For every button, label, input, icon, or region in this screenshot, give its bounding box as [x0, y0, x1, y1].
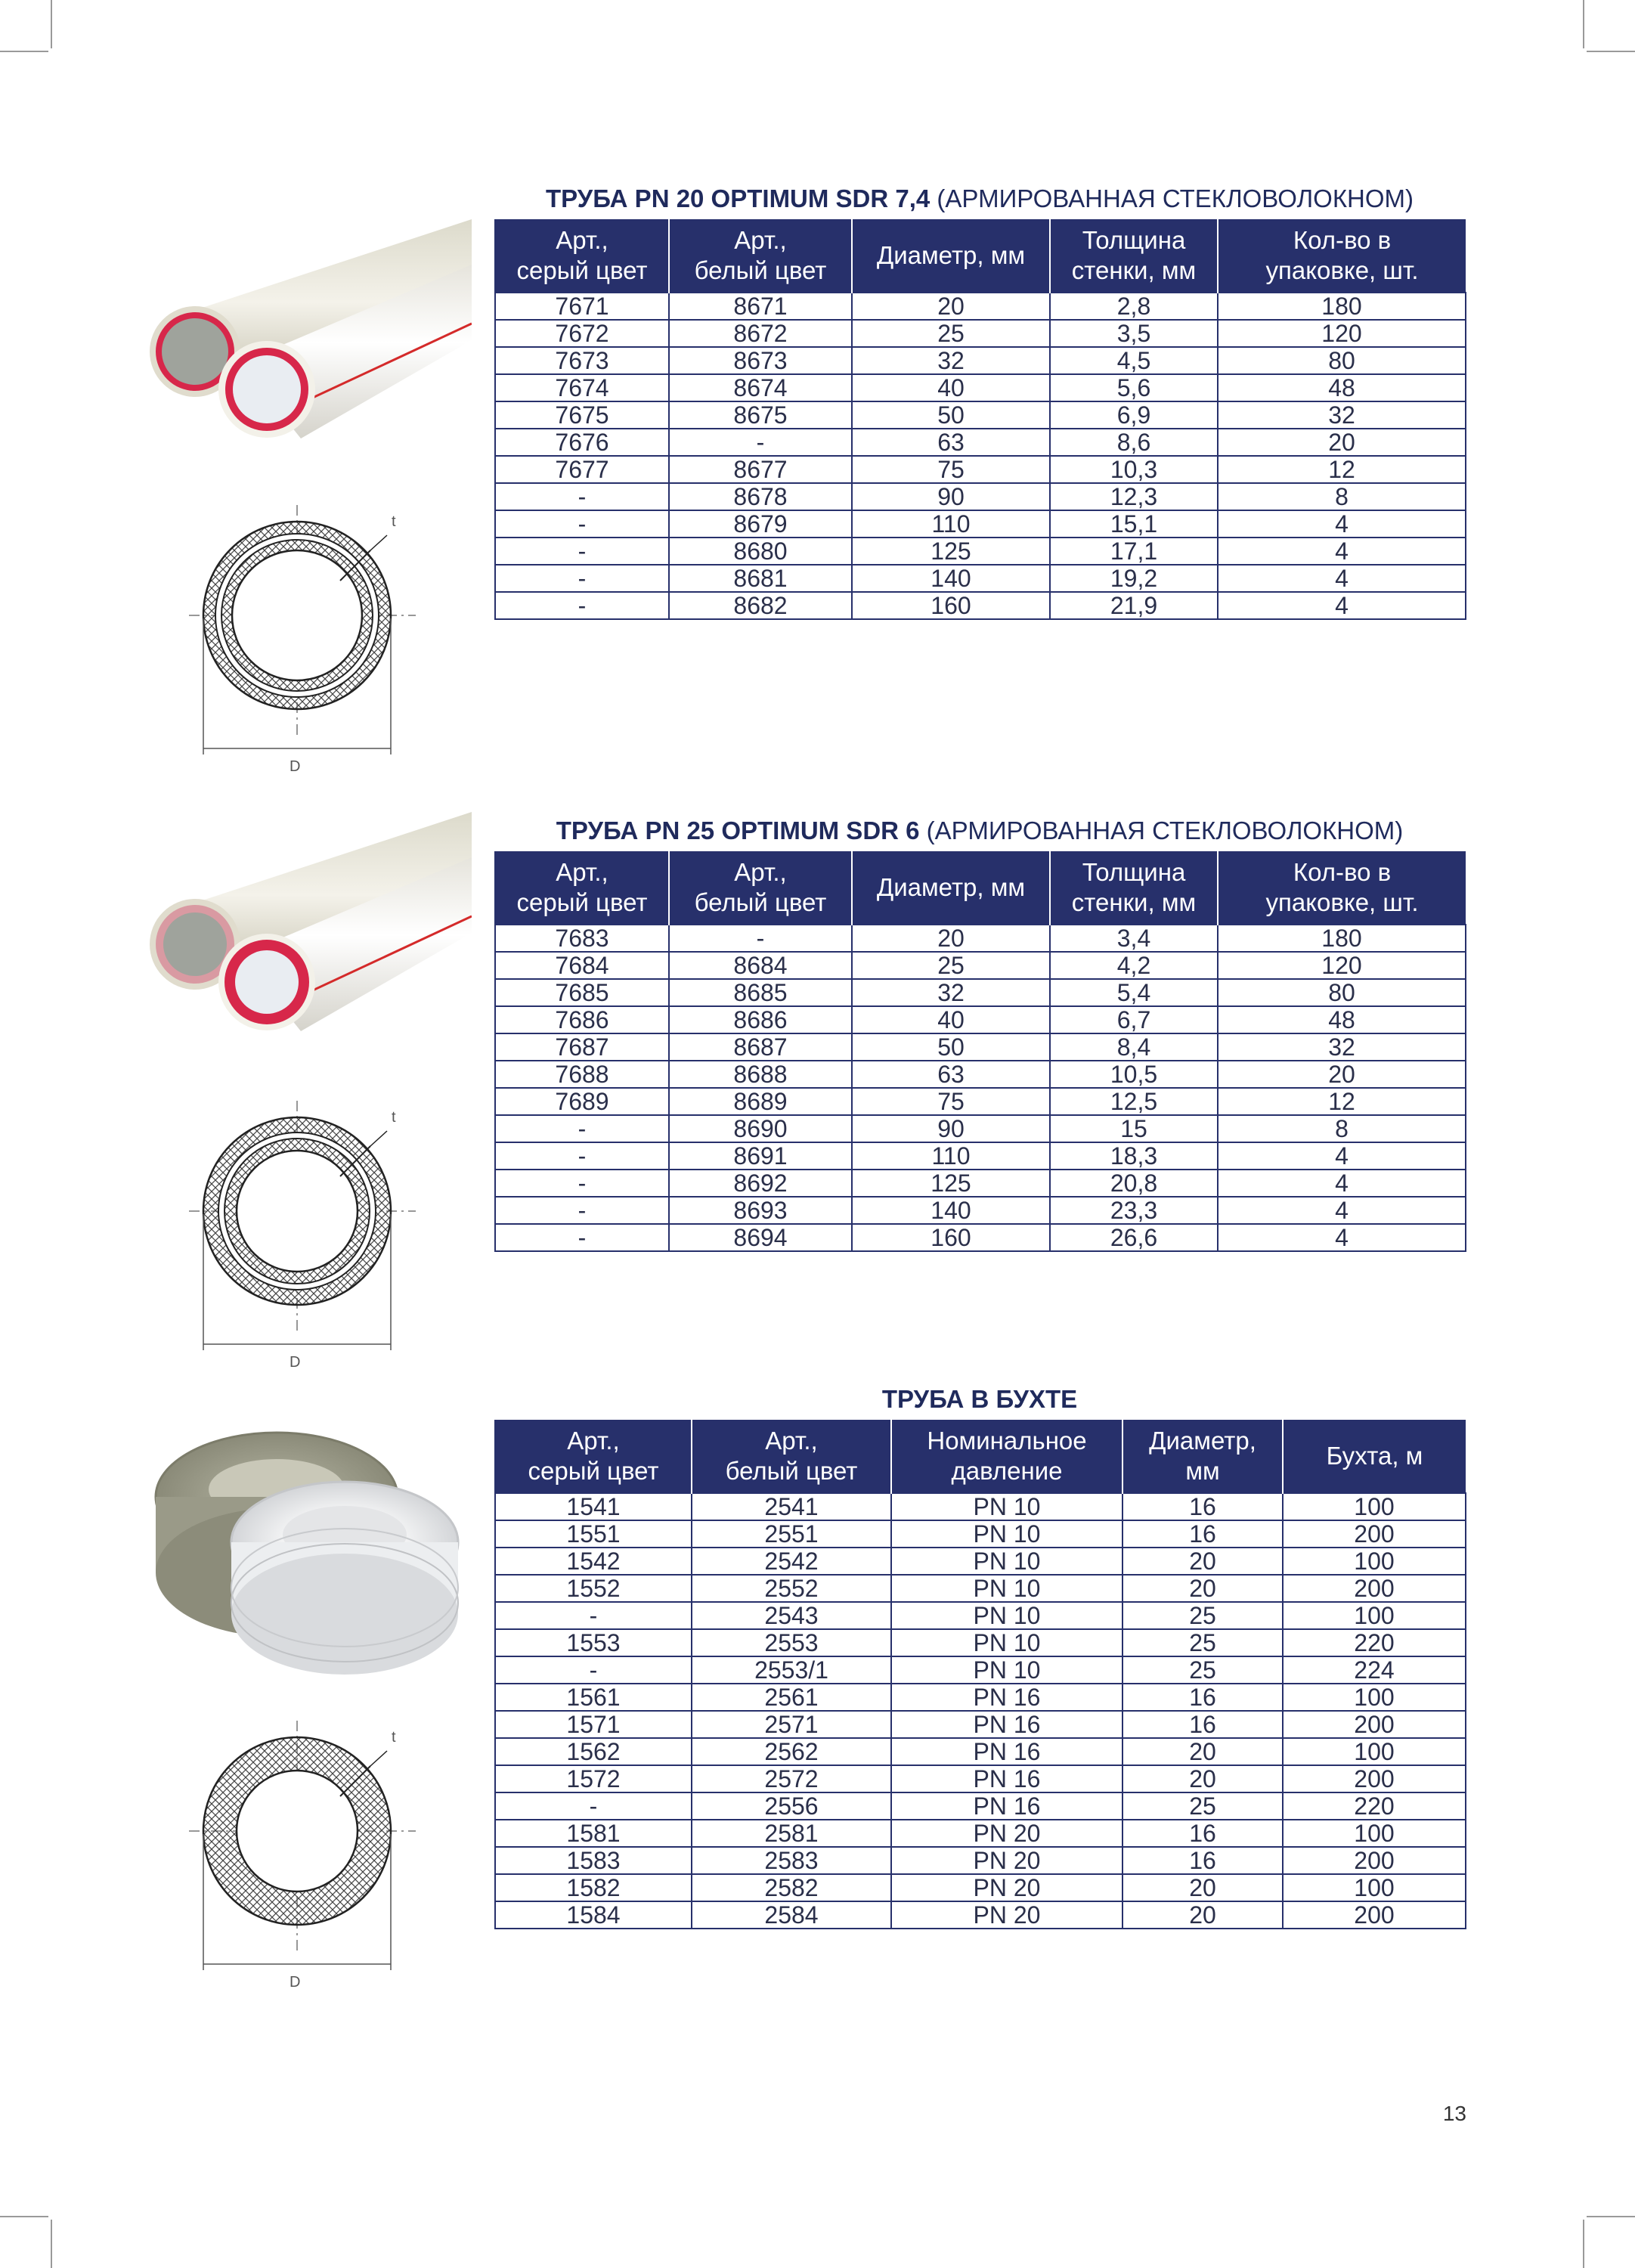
table-cell: 8694	[669, 1224, 852, 1251]
table-cell: 20	[1218, 1061, 1466, 1088]
table-cell: 1552	[495, 1575, 692, 1602]
table-cell: 7672	[495, 320, 669, 347]
table-cell: 8692	[669, 1170, 852, 1197]
table-cell: 26,6	[1050, 1224, 1218, 1251]
table-cell: 20	[852, 293, 1050, 320]
table-cell: 40	[852, 374, 1050, 401]
table-cell: 2572	[692, 1765, 891, 1792]
table-cell: 1582	[495, 1874, 692, 1901]
table-cell: 220	[1283, 1792, 1466, 1820]
table-row	[495, 538, 1466, 565]
table-cell: 1561	[495, 1684, 692, 1711]
pipe-photo-pn25	[127, 812, 472, 1069]
table-cell: 8689	[669, 1088, 852, 1115]
table-cell: -	[495, 565, 669, 592]
table-cell: -	[495, 1602, 692, 1629]
table-cell: 20	[1123, 1575, 1283, 1602]
table-cell: 20	[1123, 1738, 1283, 1765]
table-row	[495, 1847, 1466, 1874]
table-cell: 50	[852, 1033, 1050, 1061]
crop-mark	[51, 2220, 52, 2268]
table-cell: 48	[1218, 1006, 1466, 1033]
table-cell: 120	[1218, 320, 1466, 347]
table-cell: -	[669, 925, 852, 952]
table-cell: 10,3	[1050, 456, 1218, 483]
table-cell: -	[495, 538, 669, 565]
pipe-coil-photo	[148, 1414, 466, 1686]
table-cell: 2541	[692, 1493, 891, 1520]
table-cell: 180	[1218, 925, 1466, 952]
table-cell: 63	[852, 1061, 1050, 1088]
table-cell: 140	[852, 565, 1050, 592]
table-cell: 48	[1218, 374, 1466, 401]
table-cell: 12	[1218, 456, 1466, 483]
table-row	[495, 1033, 1466, 1061]
table-cell: 20	[852, 925, 1050, 952]
table-cell: 100	[1283, 1602, 1466, 1629]
table-cell: 4	[1218, 1170, 1466, 1197]
crop-mark	[51, 0, 52, 48]
table-cell: PN 10	[891, 1656, 1123, 1684]
table-row	[495, 1901, 1466, 1929]
table-cell: 20	[1123, 1548, 1283, 1575]
table-cell: 7677	[495, 456, 669, 483]
section-title-coil	[494, 1385, 1465, 1414]
crop-mark	[1583, 2220, 1584, 2268]
column-header: Кол-во в упаковке, шт.	[1218, 851, 1466, 925]
table-cell: 2,8	[1050, 293, 1218, 320]
table-cell: 32	[852, 347, 1050, 374]
table-row	[495, 1629, 1466, 1656]
table-cell: 200	[1283, 1901, 1466, 1929]
table-cell: 110	[852, 1142, 1050, 1170]
table-cell: 4,2	[1050, 952, 1218, 979]
table-row	[495, 1197, 1466, 1224]
table-cell: PN 10	[891, 1575, 1123, 1602]
table-cell: 8682	[669, 592, 852, 619]
table-cell: 2551	[692, 1520, 891, 1548]
table-cell: 180	[1218, 293, 1466, 320]
table-cell: 80	[1218, 979, 1466, 1006]
crop-mark	[1587, 51, 1635, 52]
table-cell: 125	[852, 538, 1050, 565]
table-cell: -	[495, 510, 669, 538]
title-bold: ТРУБА PN 20 OPTIMUM SDR 7,4	[545, 184, 931, 212]
table-row	[495, 1520, 1466, 1548]
table-cell: 8678	[669, 483, 852, 510]
table-cell: 100	[1283, 1684, 1466, 1711]
crop-mark	[0, 2216, 48, 2217]
table-cell: 8,4	[1050, 1033, 1218, 1061]
table-cell: -	[495, 1115, 669, 1142]
table-cell: 7683	[495, 925, 669, 952]
table-row	[495, 483, 1466, 510]
column-header: Арт., серый цвет	[495, 851, 669, 925]
table-cell: 8684	[669, 952, 852, 979]
table-row	[495, 1088, 1466, 1115]
table-cell: 18,3	[1050, 1142, 1218, 1170]
table-cell: 1584	[495, 1901, 692, 1929]
table-cell: 8673	[669, 347, 852, 374]
table-cell: 50	[852, 401, 1050, 429]
table-cell: 8680	[669, 538, 852, 565]
table-cell: PN 10	[891, 1548, 1123, 1575]
table-row	[495, 320, 1466, 347]
table-cell: 4	[1218, 1142, 1466, 1170]
table-cell: PN 20	[891, 1820, 1123, 1847]
table-cell: 2584	[692, 1901, 891, 1929]
table-cell: 7686	[495, 1006, 669, 1033]
table-cell: 2542	[692, 1548, 891, 1575]
table-cell: 100	[1283, 1874, 1466, 1901]
table-row	[495, 401, 1466, 429]
table-row	[495, 592, 1466, 619]
table-cell: 7671	[495, 293, 669, 320]
label-d: D	[290, 758, 301, 775]
table-cell: 7688	[495, 1061, 669, 1088]
table-cell: 90	[852, 483, 1050, 510]
pipe-cross-section-diagram-pn20	[189, 505, 416, 777]
table-cell: -	[495, 1792, 692, 1820]
label-t: t	[392, 1109, 396, 1126]
spec-table-pn20	[494, 219, 1466, 620]
spec-table-coil	[494, 1420, 1466, 1929]
table-cell: 100	[1283, 1548, 1466, 1575]
table-cell: 25	[1123, 1656, 1283, 1684]
table-cell: 200	[1283, 1847, 1466, 1874]
table-cell: 1551	[495, 1520, 692, 1548]
table-cell: PN 16	[891, 1738, 1123, 1765]
table-cell: PN 20	[891, 1901, 1123, 1929]
table-cell: 25	[852, 320, 1050, 347]
column-header: Диаметр, мм	[852, 851, 1050, 925]
table-cell: PN 16	[891, 1684, 1123, 1711]
table-row	[495, 1006, 1466, 1033]
table-row	[495, 1115, 1466, 1142]
table-cell: PN 10	[891, 1629, 1123, 1656]
table-cell: -	[495, 1197, 669, 1224]
column-header: Арт., серый цвет	[495, 219, 669, 293]
table-cell: 1581	[495, 1820, 692, 1847]
table-cell: 21,9	[1050, 592, 1218, 619]
table-cell: 120	[1218, 952, 1466, 979]
table-cell: 8687	[669, 1033, 852, 1061]
table-cell: 8688	[669, 1061, 852, 1088]
label-t: t	[392, 1729, 396, 1746]
table-row	[495, 293, 1466, 320]
table-cell: 8672	[669, 320, 852, 347]
table-cell: 4	[1218, 565, 1466, 592]
table-cell: 20	[1123, 1874, 1283, 1901]
table-cell: 16	[1123, 1711, 1283, 1738]
label-d: D	[290, 1974, 301, 1991]
table-cell: 200	[1283, 1765, 1466, 1792]
table-row	[495, 1575, 1466, 1602]
table-cell: 8	[1218, 483, 1466, 510]
table-row	[495, 1656, 1466, 1684]
table-cell: 140	[852, 1197, 1050, 1224]
table-cell: 75	[852, 1088, 1050, 1115]
table-cell: 6,7	[1050, 1006, 1218, 1033]
table-cell: 8675	[669, 401, 852, 429]
table-cell: 15	[1050, 1115, 1218, 1142]
table-cell: 12,3	[1050, 483, 1218, 510]
table-cell: 4	[1218, 1197, 1466, 1224]
title-bold: ТРУБА В БУХТЕ	[881, 1385, 1078, 1413]
column-header: Арт., серый цвет	[495, 1420, 692, 1493]
table-cell: 4	[1218, 538, 1466, 565]
table-cell: 8674	[669, 374, 852, 401]
table-cell: 3,4	[1050, 925, 1218, 952]
table-cell: 7687	[495, 1033, 669, 1061]
table-cell: 8677	[669, 456, 852, 483]
table-cell: -	[495, 1170, 669, 1197]
table-cell: 1541	[495, 1493, 692, 1520]
table-cell: 8693	[669, 1197, 852, 1224]
table-cell: 8	[1218, 1115, 1466, 1142]
label-t: t	[392, 513, 396, 530]
table-row	[495, 1548, 1466, 1575]
table-cell: 1583	[495, 1847, 692, 1874]
column-header: Номинальное давление	[891, 1420, 1123, 1493]
table-cell: 32	[1218, 401, 1466, 429]
table-cell: 2582	[692, 1874, 891, 1901]
table-cell: 8679	[669, 510, 852, 538]
table-cell: 5,4	[1050, 979, 1218, 1006]
pipe-cross-section-diagram-coil	[189, 1721, 416, 1993]
table-cell: 16	[1123, 1520, 1283, 1548]
table-cell: 220	[1283, 1629, 1466, 1656]
label-d: D	[290, 1354, 301, 1371]
column-header: Толщина стенки, мм	[1050, 851, 1218, 925]
table-cell: 90	[852, 1115, 1050, 1142]
table-cell: 200	[1283, 1520, 1466, 1548]
table-cell: 1542	[495, 1548, 692, 1575]
table-cell: 2561	[692, 1684, 891, 1711]
column-header: Арт., белый цвет	[669, 851, 852, 925]
table-cell: 110	[852, 510, 1050, 538]
table-cell: 2583	[692, 1847, 891, 1874]
table-row	[495, 347, 1466, 374]
title-normal: (АРМИРОВАННАЯ СТЕКЛОВОЛОКНОМ)	[919, 816, 1404, 844]
table-cell: 17,1	[1050, 538, 1218, 565]
table-cell: 2543	[692, 1602, 891, 1629]
table-row	[495, 1493, 1466, 1520]
table-cell: 2571	[692, 1711, 891, 1738]
section-title-pn20	[494, 184, 1465, 213]
table-row	[495, 1684, 1466, 1711]
table-cell: 8,6	[1050, 429, 1218, 456]
table-cell: 4,5	[1050, 347, 1218, 374]
table-cell: 32	[852, 979, 1050, 1006]
table-row	[495, 1170, 1466, 1197]
table-cell: -	[495, 483, 669, 510]
table-cell: 23,3	[1050, 1197, 1218, 1224]
table-cell: 8671	[669, 293, 852, 320]
table-row	[495, 925, 1466, 952]
table-cell: 4	[1218, 592, 1466, 619]
table-cell: 2581	[692, 1820, 891, 1847]
table-cell: 75	[852, 456, 1050, 483]
table-cell: 2553	[692, 1629, 891, 1656]
table-row	[495, 565, 1466, 592]
table-cell: 100	[1283, 1820, 1466, 1847]
column-header: Кол-во в упаковке, шт.	[1218, 219, 1466, 293]
table-cell: 25	[852, 952, 1050, 979]
table-row	[495, 374, 1466, 401]
table-cell: 16	[1123, 1820, 1283, 1847]
table-cell: PN 16	[891, 1792, 1123, 1820]
table-row	[495, 1792, 1466, 1820]
table-cell: 2562	[692, 1738, 891, 1765]
table-cell: 3,5	[1050, 320, 1218, 347]
crop-mark	[0, 51, 48, 52]
table-cell: 7675	[495, 401, 669, 429]
table-cell: -	[495, 1224, 669, 1251]
table-cell: 20	[1218, 429, 1466, 456]
table-cell: PN 10	[891, 1493, 1123, 1520]
table-cell: 6,9	[1050, 401, 1218, 429]
table-cell: 20	[1123, 1901, 1283, 1929]
table-row	[495, 1765, 1466, 1792]
table-cell: 160	[852, 592, 1050, 619]
table-cell: 25	[1123, 1602, 1283, 1629]
table-cell: 32	[1218, 1033, 1466, 1061]
table-cell: 7684	[495, 952, 669, 979]
table-cell: 16	[1123, 1847, 1283, 1874]
table-cell: 19,2	[1050, 565, 1218, 592]
page-number: 13	[1442, 2102, 1466, 2125]
table-cell: 63	[852, 429, 1050, 456]
table-cell: 100	[1283, 1738, 1466, 1765]
table-cell: 10,5	[1050, 1061, 1218, 1088]
pipe-photo-pn20	[127, 219, 472, 469]
column-header: Диаметр, мм	[1123, 1420, 1283, 1493]
table-cell: 16	[1123, 1493, 1283, 1520]
table-cell: 7689	[495, 1088, 669, 1115]
table-row	[495, 456, 1466, 483]
table-cell: -	[669, 429, 852, 456]
table-row	[495, 1061, 1466, 1088]
table-cell: 7673	[495, 347, 669, 374]
table-cell: 8685	[669, 979, 852, 1006]
table-row	[495, 979, 1466, 1006]
table-cell: 200	[1283, 1711, 1466, 1738]
table-cell: 100	[1283, 1493, 1466, 1520]
table-cell: 5,6	[1050, 374, 1218, 401]
table-cell: PN 16	[891, 1711, 1123, 1738]
table-cell: PN 20	[891, 1847, 1123, 1874]
column-header: Арт., белый цвет	[669, 219, 852, 293]
section-title-pn25	[494, 816, 1465, 845]
table-row	[495, 1738, 1466, 1765]
table-row	[495, 429, 1466, 456]
table-row	[495, 1711, 1466, 1738]
table-cell: -	[495, 1142, 669, 1170]
table-cell: 1572	[495, 1765, 692, 1792]
table-cell: 4	[1218, 510, 1466, 538]
table-cell: 15,1	[1050, 510, 1218, 538]
table-cell: 40	[852, 1006, 1050, 1033]
crop-mark	[1587, 2216, 1635, 2217]
table-cell: 8691	[669, 1142, 852, 1170]
column-header: Арт., белый цвет	[692, 1420, 891, 1493]
table-cell: 125	[852, 1170, 1050, 1197]
spec-table-pn25	[494, 851, 1466, 1252]
table-row	[495, 1602, 1466, 1629]
table-row	[495, 1820, 1466, 1847]
crop-mark	[1583, 0, 1584, 48]
table-cell: PN 10	[891, 1520, 1123, 1548]
table-cell: 1553	[495, 1629, 692, 1656]
table-cell: 20	[1123, 1765, 1283, 1792]
table-row	[495, 510, 1466, 538]
table-cell: PN 10	[891, 1602, 1123, 1629]
table-cell: PN 16	[891, 1765, 1123, 1792]
table-cell: 1562	[495, 1738, 692, 1765]
table-cell: 2553/1	[692, 1656, 891, 1684]
table-cell: -	[495, 592, 669, 619]
table-cell: PN 20	[891, 1874, 1123, 1901]
pipe-cross-section-diagram-pn25	[189, 1101, 416, 1373]
table-row	[495, 952, 1466, 979]
table-cell: 160	[852, 1224, 1050, 1251]
table-cell: 20,8	[1050, 1170, 1218, 1197]
table-row	[495, 1142, 1466, 1170]
table-cell: 12	[1218, 1088, 1466, 1115]
title-normal: (АРМИРОВАННАЯ СТЕКЛОВОЛОКНОМ)	[930, 184, 1414, 212]
table-cell: 7685	[495, 979, 669, 1006]
table-cell: 80	[1218, 347, 1466, 374]
table-cell: 7674	[495, 374, 669, 401]
table-cell: 8690	[669, 1115, 852, 1142]
table-row	[495, 1224, 1466, 1251]
table-cell: 2556	[692, 1792, 891, 1820]
column-header: Бухта, м	[1283, 1420, 1466, 1493]
table-cell: 8686	[669, 1006, 852, 1033]
table-cell: 8681	[669, 565, 852, 592]
column-header: Диаметр, мм	[852, 219, 1050, 293]
table-cell: 200	[1283, 1575, 1466, 1602]
table-row	[495, 1874, 1466, 1901]
column-header: Толщина стенки, мм	[1050, 219, 1218, 293]
table-cell: 12,5	[1050, 1088, 1218, 1115]
table-cell: -	[495, 1656, 692, 1684]
table-cell: 2552	[692, 1575, 891, 1602]
table-cell: 1571	[495, 1711, 692, 1738]
title-bold: ТРУБА PN 25 OPTIMUM SDR 6	[556, 816, 920, 844]
table-cell: 16	[1123, 1684, 1283, 1711]
table-cell: 224	[1283, 1656, 1466, 1684]
table-cell: 25	[1123, 1792, 1283, 1820]
table-cell: 7676	[495, 429, 669, 456]
table-cell: 4	[1218, 1224, 1466, 1251]
table-cell: 25	[1123, 1629, 1283, 1656]
